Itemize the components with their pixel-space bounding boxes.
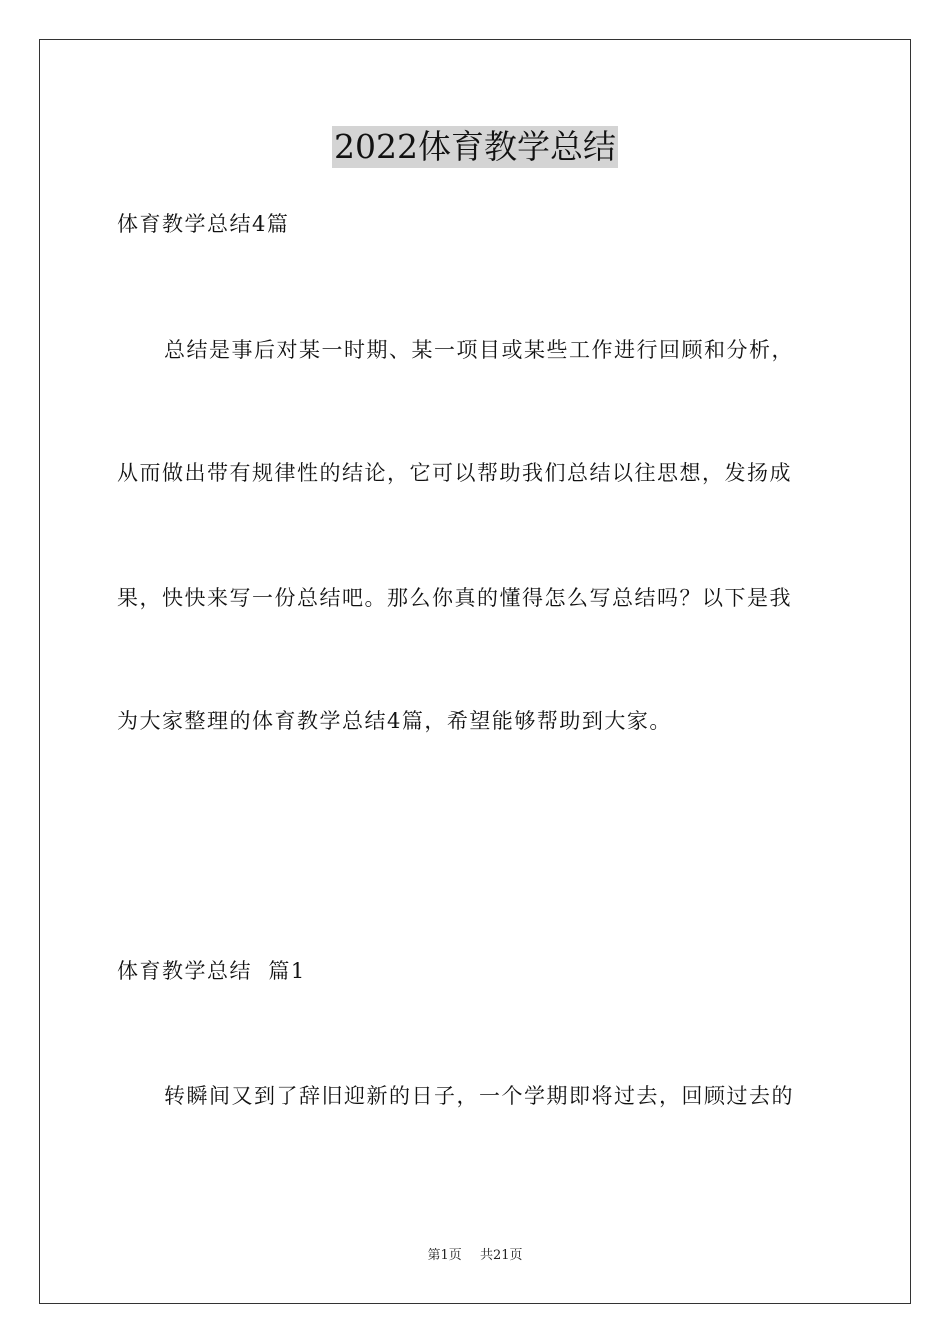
section-paragraph-line: 转瞬间又到了辞旧迎新的日子，一个学期即将过去，回顾过去的 xyxy=(164,1084,794,1108)
intro-paragraph-line: 果，快快来写一份总结吧。那么你真的懂得怎么写总结吗？以下是我 xyxy=(117,586,792,610)
page-number: 第1页 xyxy=(427,1248,462,1263)
page-footer xyxy=(0,1247,950,1265)
document-subtitle: 体育教学总结4篇 xyxy=(117,212,290,236)
total-pages: 共21页 xyxy=(479,1248,523,1263)
title-container xyxy=(0,126,950,168)
section-heading: 体育教学总结 篇1 xyxy=(117,959,306,983)
intro-paragraph-line: 总结是事后对某一时期、某一项目或某些工作进行回顾和分析， xyxy=(164,338,794,362)
intro-paragraph-line: 为大家整理的体育教学总结4篇，希望能够帮助到大家。 xyxy=(117,709,672,733)
intro-paragraph-line: 从而做出带有规律性的结论，它可以帮助我们总结以往思想，发扬成 xyxy=(117,461,792,485)
document-title: 2022体育教学总结 xyxy=(334,127,616,166)
